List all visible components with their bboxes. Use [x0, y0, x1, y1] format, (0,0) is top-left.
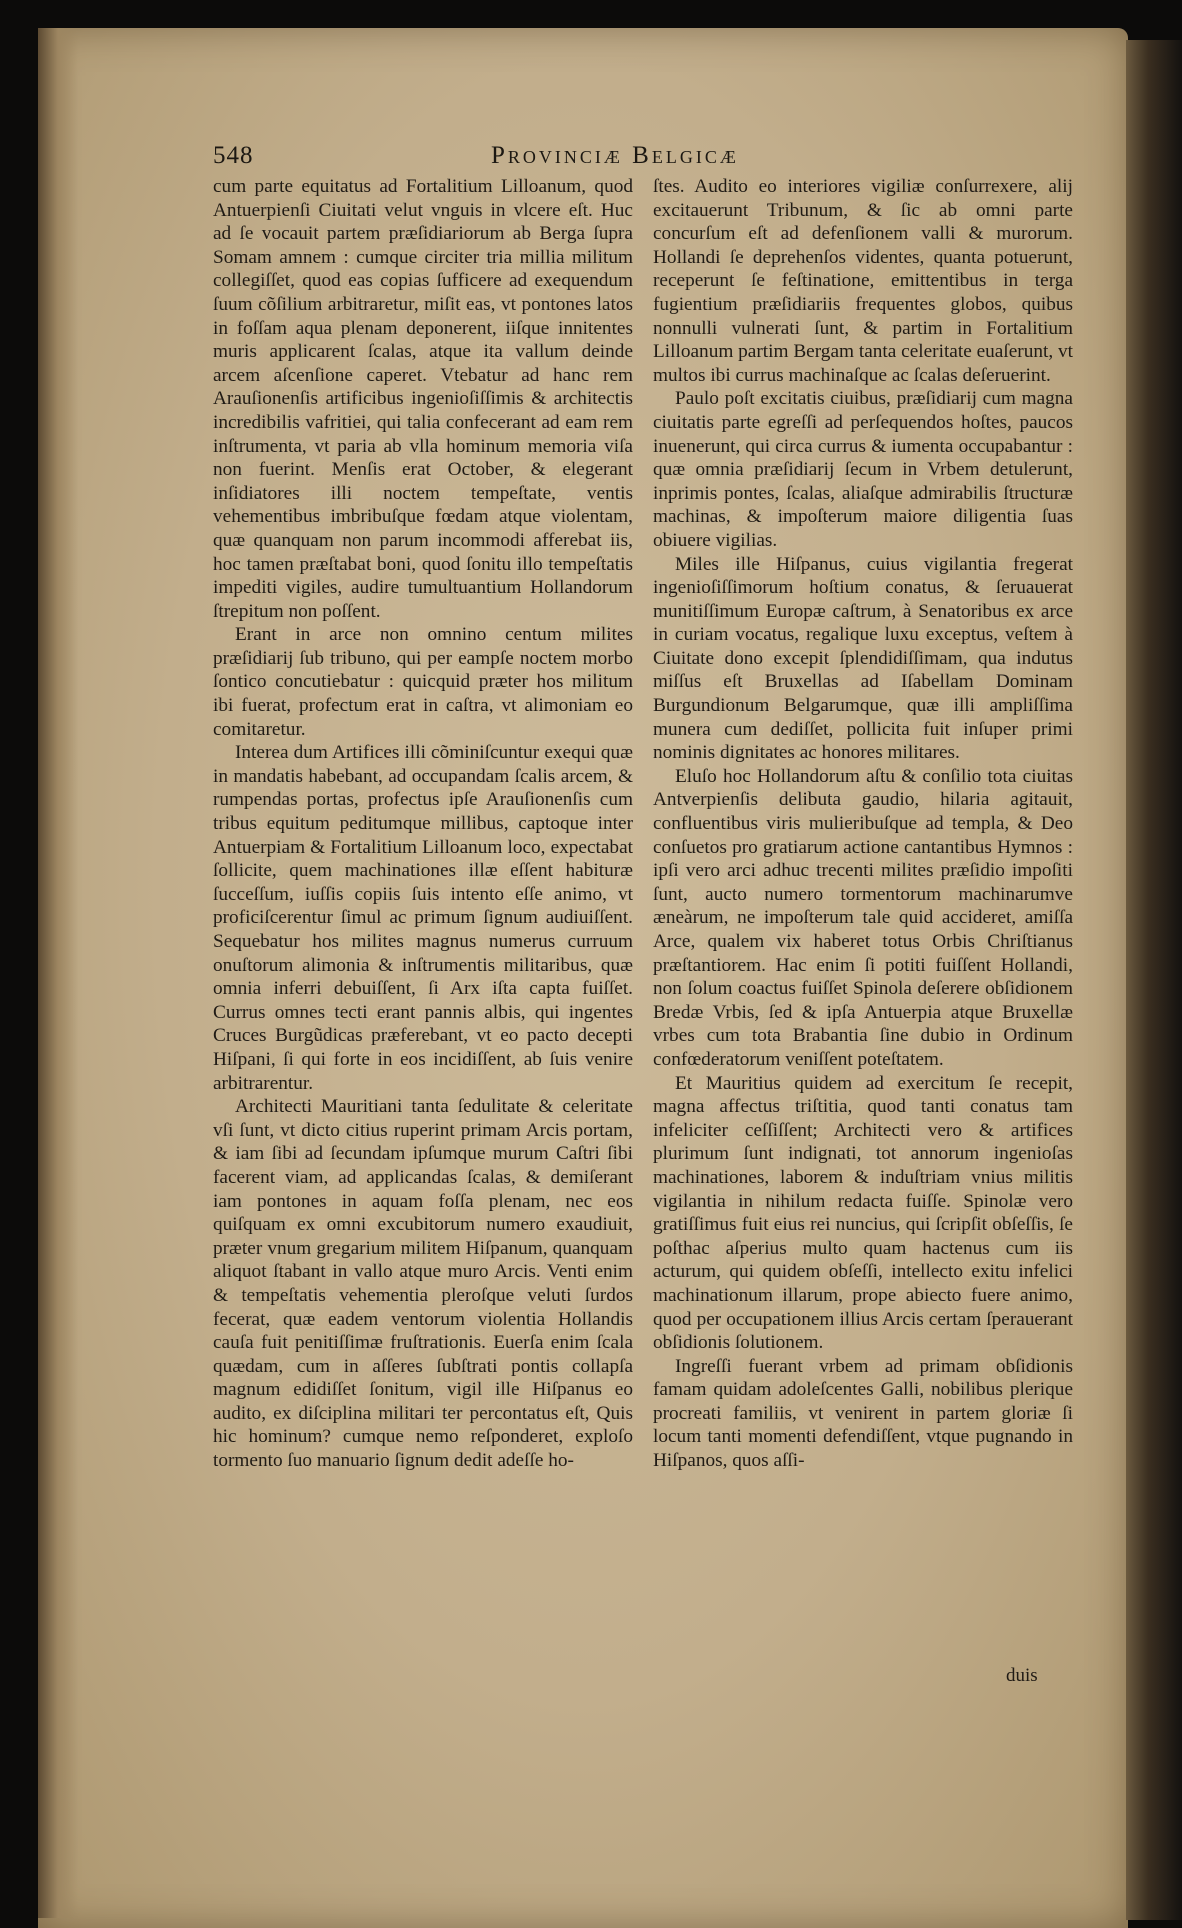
right-text-column	[653, 175, 1073, 1675]
paragraph: Erant in arce non omnino centum milites præſidiarij ſub tribuno, qui per eampſe noctem morbo ſontico concutiebatur : quicquid præter hos militum ibi fuerat, profectum erat in caſtra, vt alimoniam eo comitaretur.	[213, 624, 633, 740]
paragraph: cum parte equitatus ad Fortalitium Lilloanum, quod Antuerpienſi Ciuitati velut vnguis in vlcere eſt. Huc ad ſe vocauit partem præſidiariorum ab Berga ſupra Somam amnem : cumque circiter tria millia militum collegiſſet, quod eas copias ſufficere ad exequendum ſuum cõſilium arbitraretur, miſit eas, vt pontones latos in foſſam aqua plenam deponerent, iiſque innitentes muris applicarent ſcalas, atque ita vallum deinde arcem aſcenſione caperet. Vtebatur ad hanc rem Arauſionenſis artificibus ingenioſiſſimis & architectis incredibilis vafritiei, qui talia confecerant ad eam rem inſtrumenta, vt paria ab vlla hominum memoria viſa non fuerint. Menſis erat October, & elegerant inſidiatores illi noctem tempeſtate, ventis vehementibus imbribuſque fœdam atque violentam, quæ quanquam non parum incommodi afferebat iis, hoc tamen præſtabat boni, quod ſonitu illo tempeſtatis impediti vigiles, audire tumultuantium Hollandorum ſtrepitum non poſſent.	[213, 176, 633, 622]
book-fore-edge	[1126, 40, 1182, 1920]
page-header	[213, 142, 833, 176]
paragraph: Eluſo hoc Hollandorum aſtu & conſilio tota ciuitas Antverpienſis delibuta gaudio, hilaria agitauit, confluentibus viris mulieribuſque ad templa, & Deo conſuetos pro gratiarum actione cantantibus Hymnos : ipſi vero arci adhuc trecenti milites præſidio impoſiti ſunt, aucto numero tormentorum machinarumve æneàrum, ne impoſterum tale quid accideret, amiſſa Arce, qualem vix haberet totus Orbis Chriſtianus præſtantiorem. Hac enim ſi potiti fuiſſent Hollandi, non ſolum coactus fuiſſet Spinola deſerere obſidionem Bredæ Vrbis, ſed & ipſa Antuerpia atque Bruxellæ vrbes cum tota Brabantia ſine dubio in Ordinum confœderatorum veniſſent poteſtatem.	[653, 765, 1073, 1070]
page-number: 548	[213, 142, 254, 169]
running-title: Provinciæ Belgicæ	[491, 142, 739, 169]
catchword: duis	[1006, 1665, 1038, 1686]
paragraph: Et Mauritius quidem ad exercitum ſe recepit, magna affectus triſtitia, quod tanti conatus tam infeliciter ceſſiſſent; Architecti vero & artifices plurimum ſunt indignati, tot annorum ingenioſas machinationes, laborem & induſtriam vnius militis vigilantia in nihilum redacta fuiſſe. Spinolæ vero gratiſſimus fuit eius rei nuncius, qui ſcripſit obſeſſis, ſe poſthac aſperius multo quam hactenus cum iis acturum, qui quidem obſeſſi, intellecto exitu infelici machinationum illarum, prope abiecto fuere animo, quod per occupationem illius Arcis certam ſperauerant obſidionis ſolutionem.	[653, 1072, 1073, 1354]
paragraph: Ingreſſi fuerant vrbem ad primam obſidionis famam quidam adoleſcentes Galli, nobilibus plerique procreati familiis, vt venirent in partem gloriæ ſi locum tanti momenti defendiſſent, vtque pugnando in Hiſpanos, quos aſſi-	[653, 1355, 1073, 1472]
paragraph: Architecti Mauritiani tanta ſedulitate & celeritate vſi ſunt, vt dicto citius ruperint primam Arcis portam, & iam ſibi ad ſecundam ipſumque murum Caſtri ſibi facerent viam, ad applicandas ſcalas, & demiſerant iam pontones in aquam foſſa plenam, nec eos quiſquam ex omni excubitorum numero exaudiuit, præter vnum gregarium militem Hiſpanum, quanquam aliquot ſtabant in vallo atque muro Arcis. Venti enim & tempeſtatis vehementia pleroſque veluti ſurdos fecerat, quæ eadem ventorum violentia Hollandis cauſa fuit penitiſſimæ fruſtrationis. Euerſa enim ſcala quædam, cum in aſſeres ſubſtrati pontis collapſa magnum edidiſſet ſonitum, vigil ille Hiſpanus eo audito, ex diſciplina militari ter percontatus eſt, Quis hic hominum? cumque nemo reſponderet, exploſo tormento ſuo manuario ſignum dedit adeſſe ho-	[213, 1096, 633, 1472]
paragraph: Miles ille Hiſpanus, cuius vigilantia fregerat ingenioſiſſimorum hoſtium conatus, & ſeruauerat munitiſſimum Europæ caſtrum, à Senatoribus ex arce in curiam vocatus, regalique luxu exceptus, veſtem à Ciuitate dono excepit ſplendidiſſimam, qua indutus miſſus eſt Bruxellas ad Iſabellam Dominam Burgundionum Belgarumque, quæ illi ampliſſima munera cum dediſſet, pollicita fuit inſuper primi nominis dignitates ac honores militares.	[653, 553, 1073, 764]
paragraph: Paulo poſt excitatis ciuibus, præſidiarij cum magna ciuitatis parte egreſſi ad perſequendos hoſtes, paucos inuenerunt, qui circa currus & iumenta occupabantur : quæ omnia præſidiarij ſecum in Vrbem detulerunt, inprimis pontes, ſcalas, aliaſque admirabilis ſtructuræ machinas, & impoſterum maiore diligentia ſuas obiuere vigilias.	[653, 388, 1073, 551]
left-text-column	[213, 175, 633, 1675]
page-gutter-shadow	[38, 28, 78, 1918]
paragraph: Interea dum Artifices illi cõminiſcuntur exequi quæ in mandatis habebant, ad occupandam ſcalis arcem, & rumpendas portas, profectus ipſe Arauſionenſis cum tribus equitum peditumque millibus, captoque inter Antuerpiam & Fortalitium Lilloanum loco, expectabat ſollicite, quem machinationes illæ eſſent habituræ ſucceſſum, iuſſis copiis ſuis intento eſſe animo, vt proficiſcerentur ſimul ac primum ſignum audiuiſſent. Sequebatur hos milites magnus numerus curruum onuſtorum alimonia & inſtrumentis militaribus, quæ omnia inferri debuiſſent, ſi Arx iſta capta fuiſſet. Currus omnes tecti erant pannis albis, qui ingentes Cruces Burgũdicas præferebant, vt eo pacto decepti Hiſpani, ſi qui forte in eos incidiſſent, ab ſuis venire arbitrarentur.	[213, 742, 633, 1094]
paragraph: ſtes. Audito eo interiores vigiliæ conſurrexere, alij excitauerunt Tribunum, & ſic ab omni parte concurſum eſt ad defenſionem valli & murorum. Hollandi ſe deprehenſos videntes, quanta potuerunt, receperunt ſe feſtinatione, emittentibus in terga fugientium præſidiariis frequentes globos, quibus nonnulli vulnerati ſunt, & partim in Fortalitium Lilloanum partim Bergam tanta celeritate euaſerunt, vt multos ibi currus machinaſque ac ſcalas deſeruerint.	[653, 176, 1073, 386]
